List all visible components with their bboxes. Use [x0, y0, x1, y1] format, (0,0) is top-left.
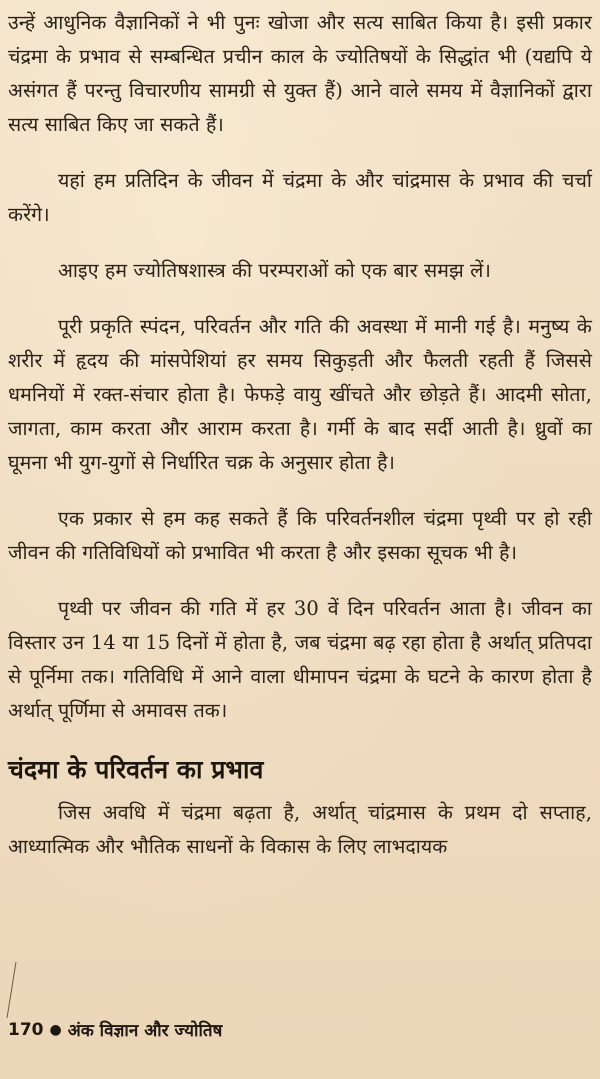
page-footer [8, 1018, 222, 1041]
paragraph-7: जिस अवधि में चंद्रमा बढ़ता है, अर्थात् चांद्रमास के प्रथम दो सप्ताह, आध्यात्मिक और भौतिक साधनों के विकास के लिए लाभदायक [8, 801, 592, 858]
book-title: अंक विज्ञान और ज्योतिष [67, 1021, 223, 1041]
paragraph-1: उन्हें आधुनिक वैज्ञानिकों ने भी पुनः खोजा और सत्य साबित किया है। इसी प्रकार चंद्रमा के प्रभाव से सम्बन्धित प्रचीन काल के ज्योतिषयों के सिद्धांत भी (यद्यपि ये असंगत हैं परन्तु विचारणीय सामग्री से युक्त हैं) आने वाले समय में वैज्ञानिकों द्वारा सत्य साबित किए जा सकते हैं। [8, 11, 592, 136]
page-number: 170 [8, 1019, 44, 1040]
bullet-icon: ● [49, 1021, 62, 1038]
paragraph-3: आइए हम ज्योतिषशास्त्र की परम्पराओं को एक बार समझ लें। [58, 259, 491, 282]
section-heading: चंदमा के परिवर्तन का प्रभाव [8, 755, 264, 784]
pen-mark-icon [4, 960, 18, 1020]
paragraph-6: पृथ्वी पर जीवन की गति में हर 30 वें दिन परिवर्तन आता है। जीवन का विस्तार उन 14 या 15 दिनों में होता है, जब चंद्रमा बढ़ रहा होता है अर्थात् प्रतिपदा से पूर्निमा तक। गतिविधि में आने वाला धीमापन चंद्रमा के घटने के कारण होता है अर्थात् पूर्णिमा से अमावस तक। [8, 597, 592, 722]
paragraph-4: पूरी प्रकृति स्पंदन, परिवर्तन और गति की अवस्था में मानी गई है। मनुष्य के शरीर में हृदय की मांसपेशियां हर समय सिकुड़ती और फैलती रहती हैं जिससे धमनियों में रक्त-संचार होता है। फेफड़े वायु खींचते और छोड़ते हैं। आदमी सोता, जागता, काम करता और आराम करता है। गर्मी के बाद सर्दी आती है। ध्रुवों का घूमना भी युग-युगों से निर्धारित चक्र के अनुसार होता है। [8, 315, 592, 474]
paragraph-2: यहां हम प्रतिदिन के जीवन में चंद्रमा के और चांद्रमास के प्रभाव की चर्चा करेंगे। [8, 169, 592, 226]
page-content [8, 6, 592, 886]
paragraph-5: एक प्रकार से हम कह सकते हैं कि परिवर्तनशील चंद्रमा पृथ्वी पर हो रही जीवन की गतिविधियों को प्रभावित भी करता है और इसका सूचक भी है। [8, 507, 592, 564]
